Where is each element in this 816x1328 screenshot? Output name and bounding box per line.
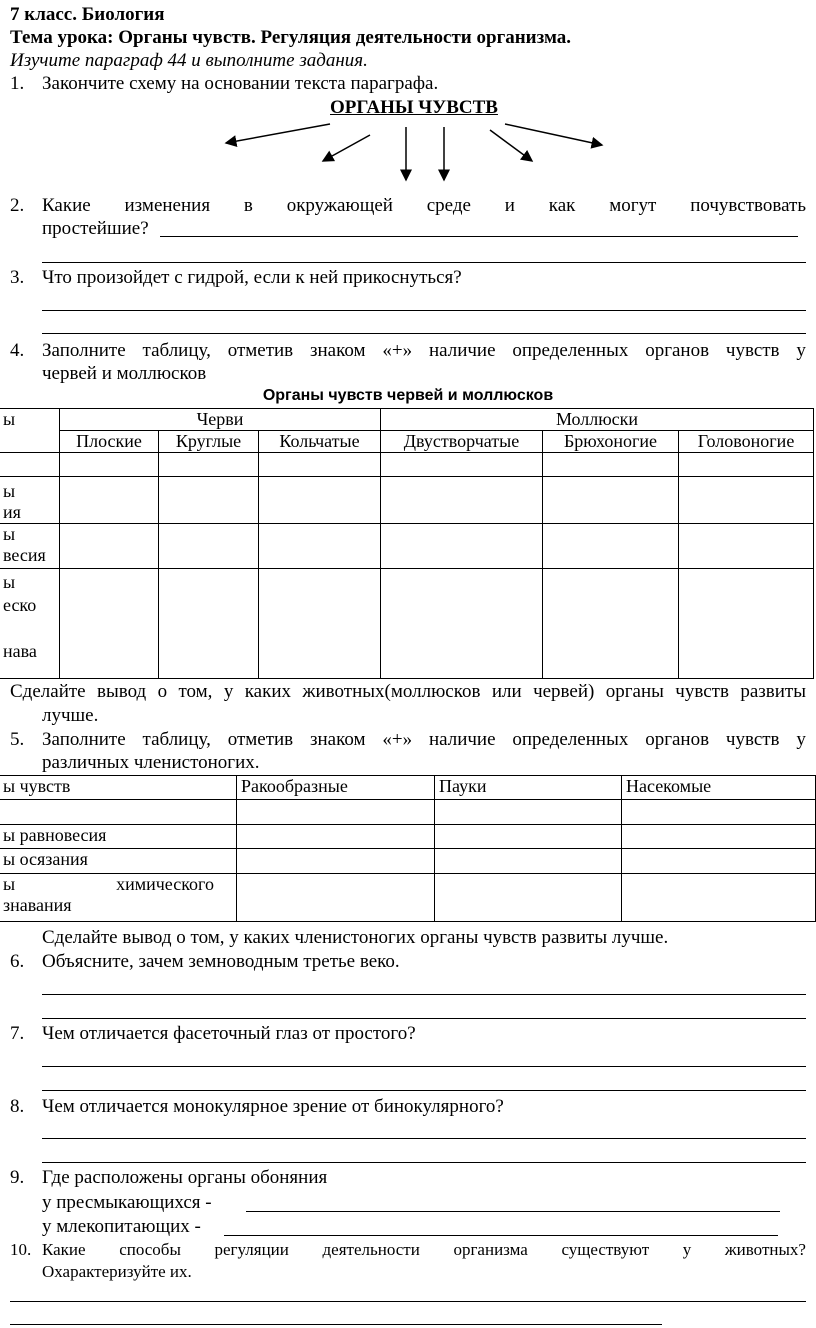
word: наличие <box>428 729 496 750</box>
answer-cell[interactable] <box>622 849 816 874</box>
word: деятельности <box>322 1240 420 1259</box>
task8-text: Чем отличается монокулярное зрение от бинокулярного? <box>42 1096 504 1117</box>
column-header: Ракообразные <box>237 776 435 800</box>
row-label-line: ы <box>3 481 16 501</box>
word: среде <box>426 195 471 216</box>
answer-line[interactable] <box>42 310 806 311</box>
answer-cell[interactable] <box>622 800 816 825</box>
column-header: Плоские <box>60 431 159 453</box>
answer-line[interactable] <box>42 1018 806 1019</box>
lesson-topic: Тема урока: Органы чувств. Регуляция деятельности организма. <box>10 27 572 48</box>
arrow-right <box>490 130 532 161</box>
answer-cell[interactable] <box>679 477 814 524</box>
task2-line2: простейшие? <box>42 218 149 239</box>
row-label-line: еско <box>3 595 37 615</box>
table1-title: Органы чувств червей и моллюсков <box>262 387 554 404</box>
word: у <box>223 681 234 702</box>
word: знаком <box>310 340 366 361</box>
group-header-molluscs: Моллюски <box>381 409 814 431</box>
row-label-line: ы <box>3 572 16 592</box>
word: окружающей <box>286 195 393 216</box>
row-label-line: весия <box>3 544 46 565</box>
word: в <box>243 195 253 216</box>
task2-number: 2. <box>10 195 25 216</box>
task4-number: 4. <box>10 340 25 361</box>
answer-cell[interactable] <box>60 477 159 524</box>
task1-number: 1. <box>10 73 25 94</box>
answer-cell[interactable] <box>543 453 679 477</box>
task5-number: 5. <box>10 729 25 750</box>
column-header: Брюхоногие <box>543 431 679 453</box>
answer-cell[interactable] <box>259 524 381 569</box>
answer-cell[interactable] <box>381 477 543 524</box>
word: о <box>157 681 168 702</box>
word: как <box>548 195 576 216</box>
task8-number: 8. <box>10 1096 25 1117</box>
scheme-title: ОРГАНЫ ЧУВСТВ <box>330 97 498 118</box>
answer-line[interactable] <box>42 1066 806 1067</box>
task9-reptiles: у пресмыкающихся - <box>42 1192 212 1213</box>
word: Заполните <box>42 340 126 361</box>
column-header: Насекомые <box>622 776 816 800</box>
task7-text: Чем отличается фасеточный глаз от простого? <box>42 1023 416 1044</box>
answer-line[interactable] <box>42 1090 806 1091</box>
column-header: Головоногие <box>679 431 814 453</box>
worms-molluscs-table <box>0 408 814 679</box>
row-label <box>0 569 60 679</box>
answer-cell[interactable] <box>622 874 816 922</box>
answer-cell[interactable] <box>159 524 259 569</box>
word: у <box>796 340 806 361</box>
row-label-line: ы <box>3 524 16 544</box>
word: таблицу, <box>142 340 211 361</box>
answer-cell[interactable] <box>622 825 816 849</box>
word: Какие <box>42 195 91 216</box>
word: определенных <box>512 340 629 361</box>
word: существуют <box>561 1240 650 1259</box>
task1-text: Закончите схему на основании текста параграфа. <box>42 73 439 94</box>
word: ы <box>3 874 16 894</box>
column-header: Пауки <box>435 776 622 800</box>
task9-text: Где расположены органы обоняния <box>42 1167 328 1188</box>
answer-line[interactable] <box>224 1235 778 1236</box>
word: наличие <box>428 340 496 361</box>
word: способы <box>119 1240 181 1259</box>
word: изменения <box>124 195 211 216</box>
answer-line[interactable] <box>10 1324 662 1325</box>
row-label: ы <box>0 409 60 453</box>
word: том, <box>178 681 213 702</box>
task3-number: 3. <box>10 267 25 288</box>
answer-cell[interactable] <box>381 524 543 569</box>
answer-line[interactable] <box>42 262 806 263</box>
answer-cell[interactable] <box>435 825 622 849</box>
word: отметив <box>227 729 294 750</box>
answer-cell[interactable] <box>435 849 622 874</box>
word: чувств <box>725 340 780 361</box>
answer-cell[interactable] <box>237 800 435 825</box>
word: органы <box>605 681 664 702</box>
answer-cell[interactable] <box>381 569 543 679</box>
row-label-line: нава <box>3 641 37 661</box>
answer-cell[interactable] <box>237 825 435 849</box>
answer-cell[interactable] <box>679 453 814 477</box>
word: вывод <box>96 681 147 702</box>
answer-cell[interactable] <box>543 477 679 524</box>
arrow-far-right <box>505 124 602 145</box>
row-label <box>0 874 237 922</box>
answer-line[interactable] <box>10 1301 806 1302</box>
answer-cell[interactable] <box>259 569 381 679</box>
task5-line1 <box>42 729 806 751</box>
word: отметив <box>227 340 294 361</box>
word: «+» <box>382 729 413 750</box>
task6-text: Объясните, зачем земноводным третье веко. <box>42 951 400 972</box>
column-header: Круглые <box>159 431 259 453</box>
word: могут <box>609 195 657 216</box>
arrow-far-left <box>226 124 330 143</box>
row-label: ы осязания <box>0 849 237 874</box>
row-label <box>0 800 237 825</box>
word: знаком <box>310 729 366 750</box>
word: «+» <box>382 340 413 361</box>
answer-cell[interactable] <box>679 569 814 679</box>
task3-text: Что произойдет с гидрой, если к ней прикоснуться? <box>42 267 462 288</box>
group-header-worms: Черви <box>60 409 381 431</box>
word: и <box>504 195 515 216</box>
word: чувств <box>725 729 780 750</box>
answer-cell[interactable] <box>435 874 622 922</box>
word: органов <box>645 340 710 361</box>
arthropods-table <box>0 775 816 922</box>
answer-cell[interactable] <box>159 477 259 524</box>
answer-line[interactable] <box>42 1162 806 1163</box>
answer-line[interactable] <box>42 333 806 334</box>
answer-cell[interactable] <box>543 524 679 569</box>
word: животных? <box>724 1240 806 1259</box>
answer-cell[interactable] <box>543 569 679 679</box>
word: почувствовать <box>690 195 806 216</box>
scheme-arrows <box>0 115 816 190</box>
task7-number: 7. <box>10 1023 25 1044</box>
task9-number: 9. <box>10 1167 25 1188</box>
task6-number: 6. <box>10 951 25 972</box>
answer-cell[interactable] <box>159 569 259 679</box>
answer-cell[interactable] <box>237 849 435 874</box>
word: развиты <box>740 681 806 702</box>
answer-cell[interactable] <box>237 874 435 922</box>
row-label <box>0 524 60 569</box>
row-label-line: ия <box>3 501 21 522</box>
answer-cell[interactable] <box>435 800 622 825</box>
word: Заполните <box>42 729 126 750</box>
word: организма <box>453 1240 528 1259</box>
answer-line[interactable] <box>160 236 798 237</box>
answer-cell[interactable] <box>159 453 259 477</box>
answer-cell[interactable] <box>60 524 159 569</box>
column-header: Двустворчатые <box>381 431 543 453</box>
word: органов <box>645 729 710 750</box>
answer-cell[interactable] <box>679 524 814 569</box>
word: регуляции <box>214 1240 289 1259</box>
row-label: ы равновесия <box>0 825 237 849</box>
word: химического <box>116 874 214 894</box>
answer-cell[interactable] <box>259 453 381 477</box>
answer-line[interactable] <box>42 1138 806 1139</box>
task10-line1 <box>42 1240 806 1260</box>
word: у <box>796 729 806 750</box>
word: таблицу, <box>142 729 211 750</box>
row-label-line <box>3 874 232 895</box>
word: Сделайте <box>10 681 86 702</box>
task4-line1 <box>42 340 806 362</box>
word: у <box>682 1240 692 1259</box>
grade-subject: 7 класс. Биология <box>10 4 165 25</box>
row-label-line <box>3 617 55 640</box>
task10-line2: Охарактеризуйте их. <box>42 1262 192 1281</box>
task9-mammals: у млекопитающих - <box>42 1216 201 1237</box>
word: червей) <box>533 681 595 702</box>
row-label <box>0 477 60 524</box>
task5-line2: различных членистоногих. <box>42 752 260 773</box>
answer-cell[interactable] <box>60 453 159 477</box>
task2-line1 <box>42 195 806 217</box>
answer-cell[interactable] <box>381 453 543 477</box>
row-label-line: знавания <box>3 894 72 915</box>
row-label <box>0 453 60 477</box>
word: чувств <box>675 681 729 702</box>
answer-cell[interactable] <box>60 569 159 679</box>
answer-cell[interactable] <box>259 477 381 524</box>
instruction: Изучите параграф 44 и выполните задания. <box>10 50 368 71</box>
task4-line2: червей и моллюсков <box>42 363 207 384</box>
word: Какие <box>42 1240 86 1259</box>
arrow-left <box>323 135 370 161</box>
answer-line[interactable] <box>42 994 806 995</box>
word: каких <box>244 681 291 702</box>
word: определенных <box>512 729 629 750</box>
answer-line[interactable] <box>246 1211 780 1212</box>
task10-number: 10. <box>10 1240 32 1259</box>
word: животных(моллюсков <box>302 681 481 702</box>
task4-conclusion-line2: лучше. <box>42 705 99 726</box>
word: или <box>491 681 522 702</box>
column-header: Кольчатые <box>259 431 381 453</box>
task4-conclusion <box>10 681 806 703</box>
task5-conclusion: Сделайте вывод о том, у каких членистоногих органы чувств развиты лучше. <box>42 927 669 948</box>
column-header: ы чувств <box>0 776 237 800</box>
